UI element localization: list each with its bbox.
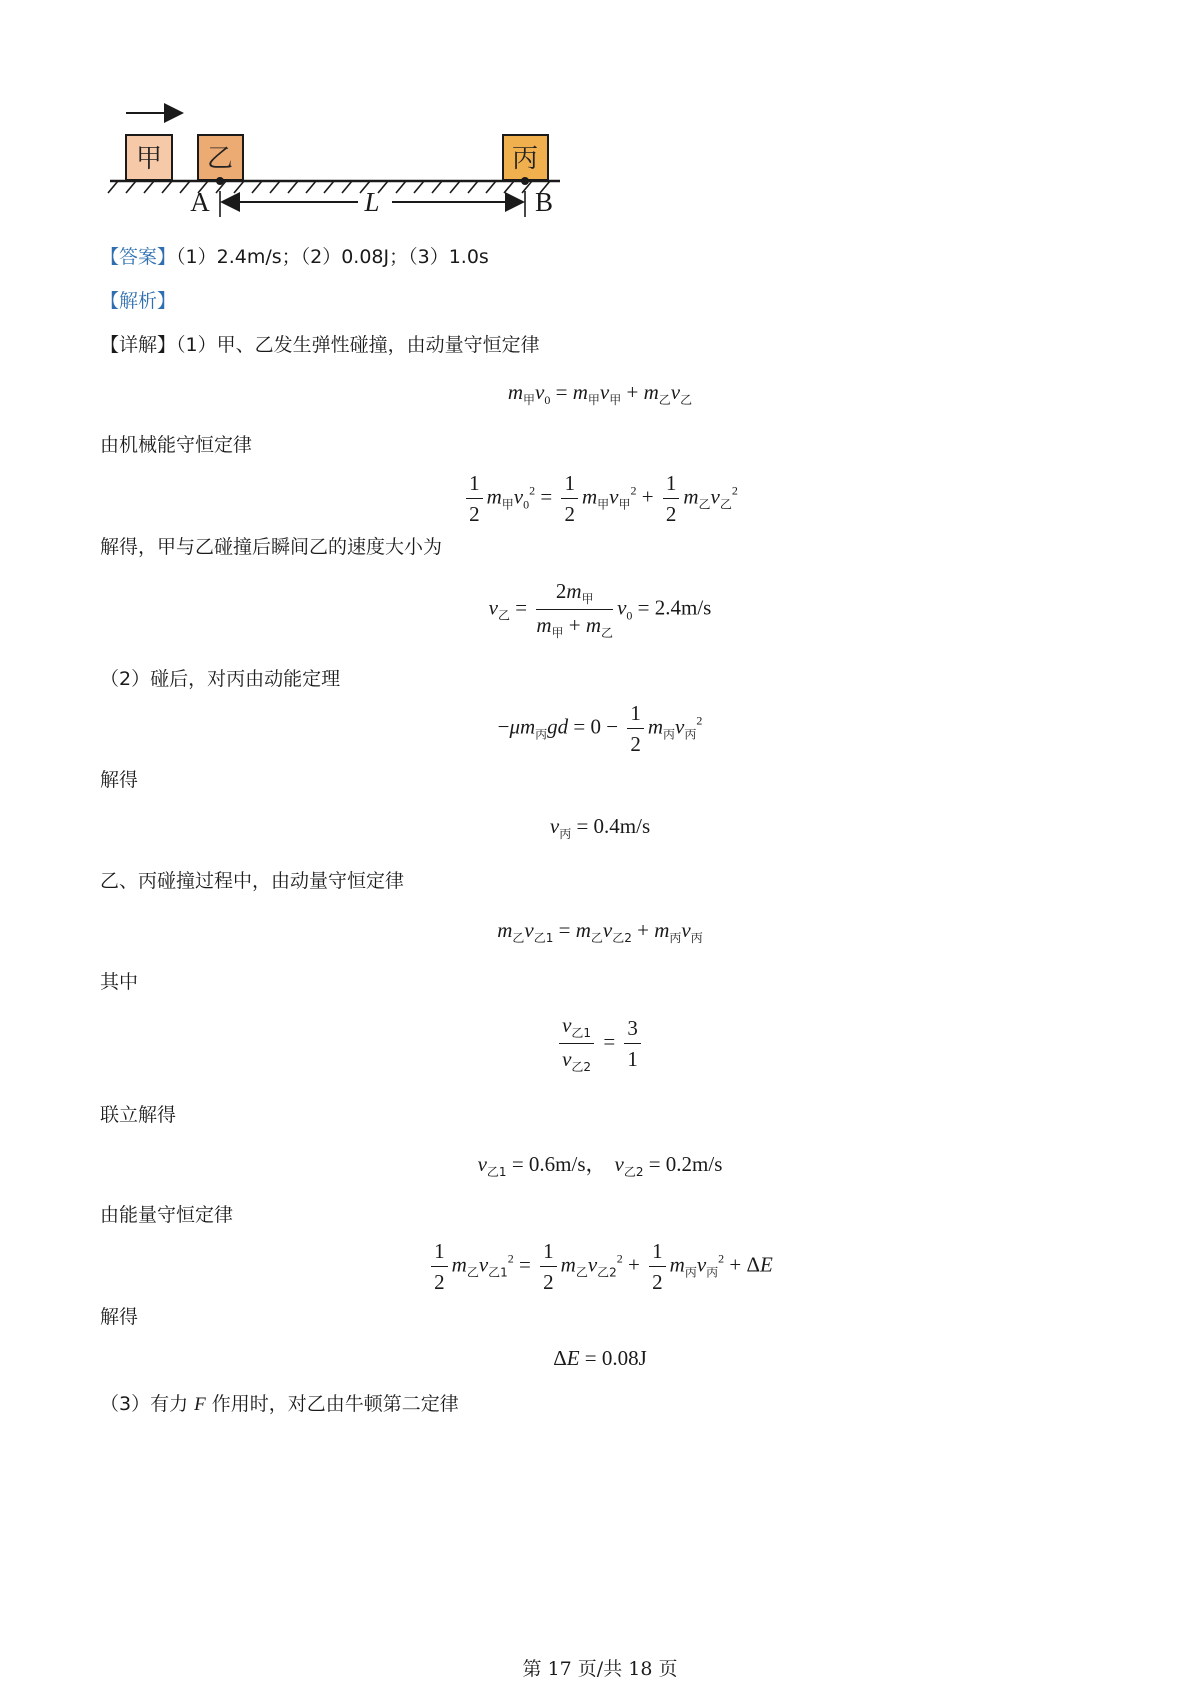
answer-tag: 【答案】 (100, 246, 177, 268)
detail-tag: 【详解】 (100, 334, 177, 356)
ratio-den: 1 (627, 1047, 638, 1071)
ratio-num: 3 (624, 1015, 641, 1044)
equation-energy-1: $\frac{1}{2}$ $m_甲v_0^2$ = $\frac{1}{2}$ $m_甲v_甲^2$ + $\frac{1}{2}$ $m_乙v_乙^2$ (0, 470, 1200, 528)
equation-momentum-1: $m_甲v_0 = m_甲v_甲 + m_乙v_乙$ (507, 380, 693, 407)
delta-e-result: = 0.08J (584, 1346, 647, 1370)
block-yi-label: 乙 (206, 144, 234, 174)
detail-intro: （1）甲、乙发生弹性碰撞，由动量守恒定律 (176, 334, 540, 356)
answer-line (100, 242, 489, 269)
equation-v-yi: $v_乙$ = $\frac{2m_甲}{m_甲 + m_乙}$ $v_0 = 2.4m/s$ (488, 579, 712, 640)
text-mech-energy: 由机械能守恒定律 (100, 434, 253, 456)
text-yi-bing-collision: 乙、丙碰撞过程中，由动量守恒定律 (100, 870, 405, 892)
point-a-label: A (190, 187, 210, 217)
block-bing-label: 丙 (511, 144, 539, 174)
collision-figure (100, 95, 620, 245)
detail-line (100, 330, 540, 357)
point-a-dot (216, 177, 224, 185)
v2-result: = 0.2m/s (648, 1152, 723, 1176)
answer-text: （1）2.4m/s；（2）0.08J；（3）1.0s (176, 246, 489, 268)
analysis-tag: 【解析】 (100, 290, 177, 312)
text-where: 其中 (100, 971, 139, 993)
equation-v-bing: $v_丙 = 0.4m/s$ (549, 814, 651, 841)
equation-ratio: $\frac{v_{乙1}}{v_{乙2}}$ = $\frac{3}{1}$ (0, 1012, 1200, 1075)
length-label: L (364, 187, 380, 217)
page-footer: 第 17 页/共 18 页 (522, 1658, 678, 1680)
text-solve-2: 解得 (100, 769, 139, 791)
equation-momentum-2: $m_乙v_{乙1} = m_乙v_{乙2} + m_丙v_丙$ (497, 918, 703, 945)
text-solve-3: 解得 (100, 1306, 139, 1328)
ground-hatching (108, 181, 550, 193)
text-solve-1: 解得，甲与乙碰撞后瞬间乙的速度大小为 (100, 536, 443, 558)
equation-delta-e: ΔE = 0.08J (553, 1346, 647, 1370)
text-combine: 联立解得 (100, 1104, 177, 1126)
v-yi-result: = 2.4m/s (637, 595, 712, 620)
equation-energy-2: $\frac{1}{2}$ $m_乙v_{乙1}^2$ = $\frac{1}{2}$ $m_乙v_{乙2}^2$ + $\frac{1}{2}$ $m_丙v_丙^2 + \Delta E$ (0, 1238, 1200, 1296)
text-part2: （2）碰后，对丙由动能定理 (100, 668, 341, 690)
block-jia-label: 甲 (135, 144, 163, 174)
equation-work-energy: $-\mu m_丙gd = 0$ − $\frac{1}{2}$ $m_丙v_丙^2$ (497, 701, 703, 757)
point-b-label: B (534, 187, 554, 217)
v1-result: = 0.6m/s， (511, 1152, 607, 1176)
v-bing-result: = 0.4m/s (576, 814, 651, 838)
text-part3: （3）有力 F 作用时，对乙由牛顿第二定律 (100, 1393, 459, 1415)
text-energy-conservation: 由能量守恒定律 (100, 1204, 234, 1226)
point-b-dot (521, 177, 529, 185)
equation-v-results: $v_{乙1} = 0.6m/s$， $v_{乙2} = 0.2m/s$ (477, 1152, 723, 1179)
